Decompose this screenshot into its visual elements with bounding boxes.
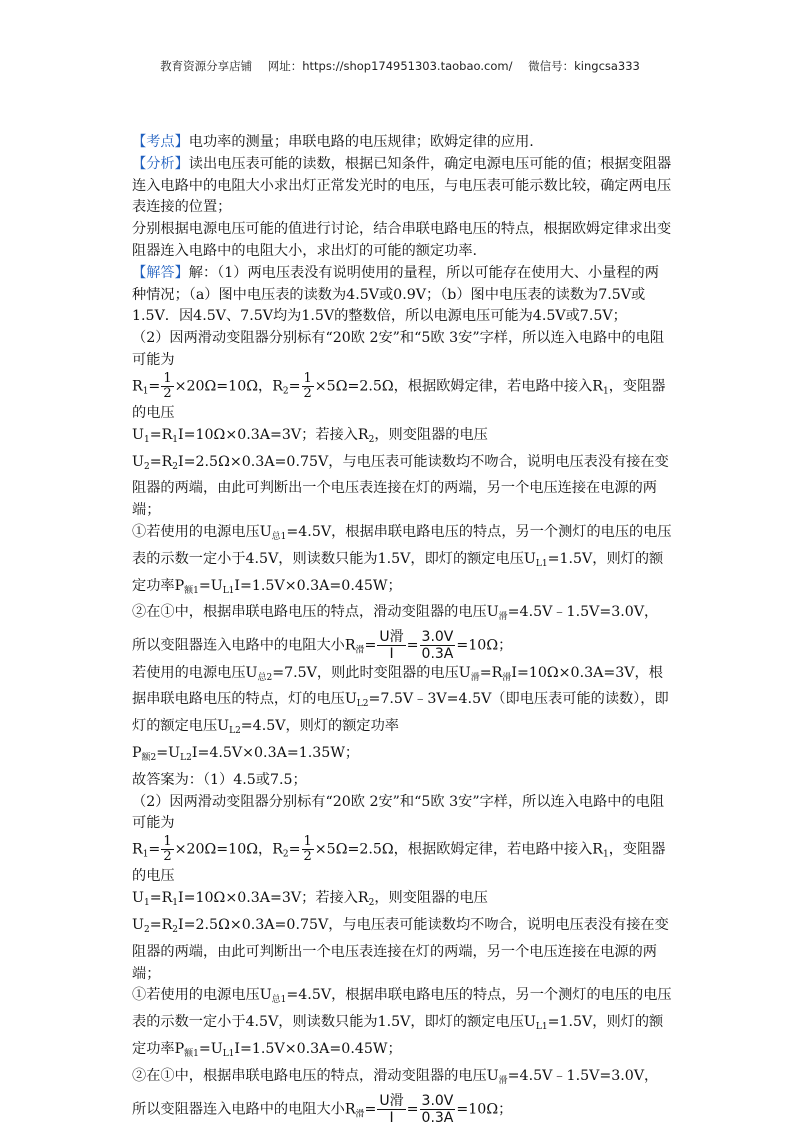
case-1-repeat: ①若使用的电源电压$U_{总1}=4.5V$，根据串联电路电压的特点，另一个测灯的电压的电压表的示数一定小于4.5V，则读数只能为1.5V，即灯的额定电压$U_{L1}=1.5V$，则灯的额定功率$P_{额1}=U_{L1}I=1.5V\times 0.3A=0.45W$； [132, 987, 672, 1059]
resistance-line: $R_1=$ $\frac{1}{2}$ ×20Ω=10Ω，$R_2=$ $\frac{1}{2}$ ×5Ω=2.5Ω，根据欧姆定律，若电路中接入$R_1$，变阻器的电压 [132, 370, 666, 422]
resistance-line-repeat: $R_1=$ $\frac{1}{2}$ ×20Ω=10Ω，$R_2=$ $\frac{1}{2}$ ×5Ω=2.5Ω，根据欧姆定律，若电路中接入$R_1$，变阻器的电压 [132, 834, 666, 885]
power-line: $P_{额2}=U_{L2}I=4.5V\times 0.3A=1.35W$； [132, 744, 360, 763]
case-2-repeat: ②在①中，根据串联电路电压的特点，滑动变阻器的电压$U_滑=4.5V﹣1.5V=3.0V$，所以变阻器连入电路中的电阻大小$R_滑=$ $\frac{\text{U滑}}{I}$ = $\frac{3.0V}{0.3A}$ =10Ω； [132, 1067, 659, 1126]
fenxi-tag: 【分析】 [132, 155, 189, 172]
shop-name: 教育资源分享店铺 [160, 59, 253, 73]
kaodian-text: 电功率的测量；串联电路的电压规律；欧姆定律的应用. [188, 134, 534, 150]
jieda-p1: 解：（1）两电压表没有说明使用的量程，所以可能存在使用大、小量程的两种情况；（a）图中电压表的读数为4.5V或0.9V；（b）图中电压表的读数为7.5V或1.5V．因4.5V、7.5V均为1.5V的整数倍，所以电源电压可能为4.5V或7.5V； [132, 264, 659, 325]
kaodian-paragraph [132, 132, 672, 154]
jieda-p2: （2）因两滑动变阻器分别标有“20欧 2安”和“5欧 3安”字样，所以连入电路中的电阻可能为 [132, 330, 665, 368]
voltage-paragraph: $U_1=R_1I=10\Omega\times 0.3A=3V$；若接入$R_2$，则变阻器的电压$U_2=R_2I=2.5\Omega\times 0.3A=0.75V$，与电压表可能读数均不吻合，说明电压表没有接在变阻器的两端，由此可判断出一个电压表连接在灯的两端，另一个电压连接在电源的两端； [132, 426, 669, 519]
kaodian-tag: 【考点】 [132, 134, 189, 150]
solution-body [132, 132, 672, 1126]
jieda-p2-repeat: （2）因两滑动变阻器分别标有“20欧 2安”和“5欧 3安”字样，所以连入电路中的电阻可能为 [132, 793, 665, 832]
case-1: ①若使用的电源电压$U_{总1}=4.5V$，根据串联电路电压的特点，另一个测灯的电压的电压表的示数一定小于4.5V，则读数只能为1.5V，即灯的额定电压$U_{L1}=1.5V$，则灯的额定功率$P_{额1}=U_{L1}I=1.5V\times 0.3A=0.45W$； [132, 524, 672, 596]
jieda-paragraph [132, 263, 672, 328]
page-header [0, 58, 800, 74]
voltage-paragraph-repeat: $U_1=R_1I=10\Omega\times 0.3A=3V$；若接入$R_2$，则变阻器的电压$U_2=R_2I=2.5\Omega\times 0.3A=0.75V$，与电压表可能读数均不吻合，说明电压表没有接在变阻器的两端，由此可判断出一个电压表连接在灯的两端，另一个电压连接在电源的两端； [132, 890, 669, 982]
wechat-id: 微信号：kingcsa333 [528, 59, 640, 73]
answer-line: 故答案为：（1）4.5或7.5； [132, 771, 307, 788]
fenxi-paragraph [132, 154, 672, 219]
shop-url: 网址：https://shop174951303.taobao.com/ [267, 59, 513, 73]
fenxi-text-1: 读出电压表可能的读数，根据已知条件，确定电源电压可能的值；根据变阻器连入电路中的电阻大小求出灯正常发光时的电压，与电压表可能示数比较，确定两电压表连接的位置； [132, 155, 672, 216]
fenxi-paragraph-2: 分别根据电源电压可能的值进行讨论，结合串联电路电压的特点，根据欧姆定律求出变阻器连入电路中的电阻大小，求出灯的可能的额定功率. [132, 221, 672, 259]
case-3: 若使用的电源电压$U_{总2}=7.5V$，则此时变阻器的电压$U_滑=R_滑I=10\Omega\times 0.3A=3V$，根据串联电路电压的特点，灯的电压$U_{L2}=7.5V﹣3V=4.5V$（即电压表可能的读数），即灯的额定电压$U_{L2}=4.5V$，则灯的额定功率 [132, 664, 669, 737]
jieda-tag: 【解答】 [132, 264, 189, 281]
case-2: ②在①中，根据串联电路电压的特点，滑动变阻器的电压$U_滑=4.5V﹣1.5V=3.0V$，所以变阻器连入电路中的电阻大小$R_滑=$ $\frac{\text{U滑}}{I}$ = $\frac{3.0V}{0.3A}$ =10Ω； [132, 604, 659, 663]
